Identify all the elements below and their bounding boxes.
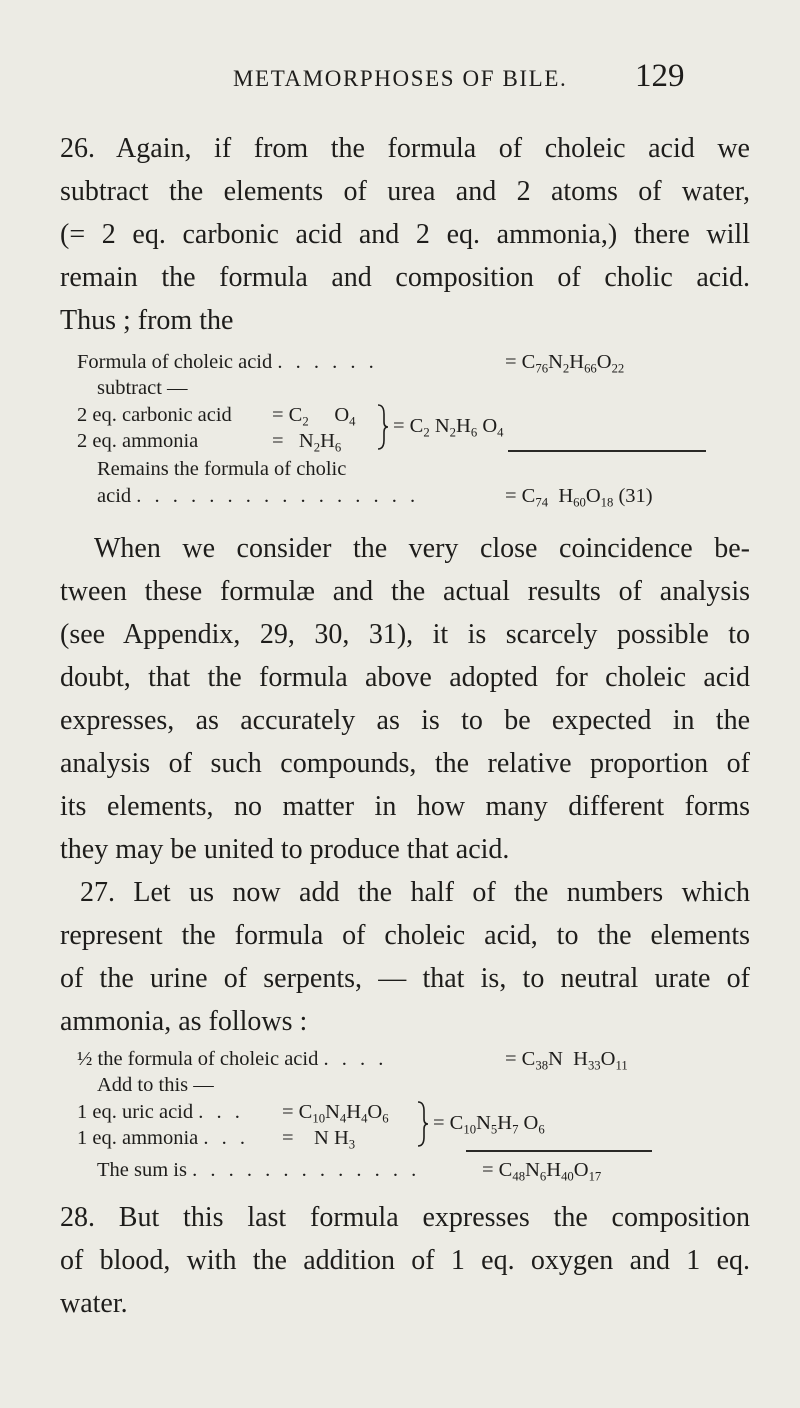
formula-label: 2 eq. carbonic acid [77, 404, 232, 426]
text-line: they may be united to produce that acid. [60, 834, 510, 865]
text-line: doubt, that the formula above adopted for choleic acid [60, 662, 750, 693]
text-line: of blood, with the addition of 1 eq. oxygen and 1 eq. [60, 1245, 750, 1276]
formula-label: Remains the formula of cholic [97, 458, 347, 480]
formula-label: ½ the formula of choleic acid [77, 1048, 319, 1070]
sum-rule [466, 1150, 652, 1152]
text-line: 27. Let us now add the half of the numbers which [80, 877, 750, 908]
paragraph-27 [60, 871, 750, 1043]
text-line: its elements, no matter in how many different forms [60, 791, 750, 822]
leader-dots: . . . . . . . . . . . . . . . . [136, 485, 420, 507]
text-line: (= 2 eq. carbonic acid and 2 eq. ammonia,) there will [60, 219, 750, 250]
text-line: 28. But this last formula expresses the composition [60, 1202, 750, 1233]
leader-dots: . . . . [323, 1048, 388, 1070]
paragraph-when [60, 527, 750, 871]
text-line: subtract the elements of urea and 2 atoms of water, [60, 176, 750, 207]
text-line: water. [60, 1288, 128, 1319]
brace-icon [376, 402, 390, 452]
formula-label: 1 eq. ammonia [77, 1127, 199, 1149]
formula-label: 2 eq. ammonia [77, 430, 199, 452]
text-line: of the urine of serpents, — that is, to neutral urate of [60, 963, 750, 994]
text-line: 26. Again, if from the formula of choleic acid we [60, 133, 750, 164]
formula-value: = $C_{76}N_2H_{66}O_{22}$ [505, 351, 625, 376]
running-head [0, 56, 800, 116]
text-line: ammonia, as follows : [60, 1006, 308, 1037]
formula-label: acid [97, 485, 132, 507]
leader-dots: . . . [198, 1101, 244, 1123]
page-number: 129 [635, 58, 685, 94]
formula-value: = $C_{10}N_5H_7$ $O_6$ [433, 1112, 545, 1137]
formula-value: = $N_2H_6$ [272, 430, 342, 455]
text-line: Thus ; from the [60, 305, 234, 336]
formula-label: Formula of choleic acid [77, 351, 273, 373]
formula-value: = $C_2$ $O_4$ [272, 404, 356, 429]
text-line: expresses, as accurately as is to be expected in the [60, 705, 750, 736]
text-line: remain the formula and composition of cholic acid. [60, 262, 750, 293]
sum-rule [508, 450, 706, 452]
text-line: (see Appendix, 29, 30, 31), it is scarcely possible to [60, 619, 750, 650]
formula-label: subtract — [97, 377, 188, 399]
formula-label: 1 eq. uric acid [77, 1101, 194, 1123]
paragraph-26 [60, 127, 750, 342]
formula-value: = $C_{38}N$ $H_{33}O_{11}$ [505, 1048, 628, 1073]
running-title: METAMORPHOSES OF BILE. [233, 66, 568, 91]
leader-dots: . . . [203, 1127, 250, 1149]
formula-value: = $C_{10}N_4H_4O_6$ [282, 1101, 389, 1126]
formula-value: = N $H_3$ [282, 1127, 356, 1152]
formula-value: = $C_2$ $N_2H_6$ $O_4$ [393, 415, 504, 440]
text-line: tween these formulæ and the actual results of analysis [60, 576, 750, 607]
formula-value: = $C_{74}$ $H_{60}O_{18}$ (31) [505, 485, 653, 510]
text-line: analysis of such compounds, the relative proportion of [60, 748, 750, 779]
paragraph-28 [60, 1196, 750, 1325]
text-line: When we consider the very close coincidence be- [94, 533, 750, 564]
formula-label: The sum is [97, 1159, 187, 1181]
brace-icon [416, 1099, 430, 1149]
leader-dots: . . . . . . [277, 351, 378, 373]
formula-value: = $C_{48}N_6H_{40}O_{17}$ [482, 1159, 602, 1184]
leader-dots: . . . . . . . . . . . . . [192, 1159, 421, 1181]
formula-label: Add to this — [97, 1074, 214, 1096]
text-line: represent the formula of choleic acid, to the elements [60, 920, 750, 951]
